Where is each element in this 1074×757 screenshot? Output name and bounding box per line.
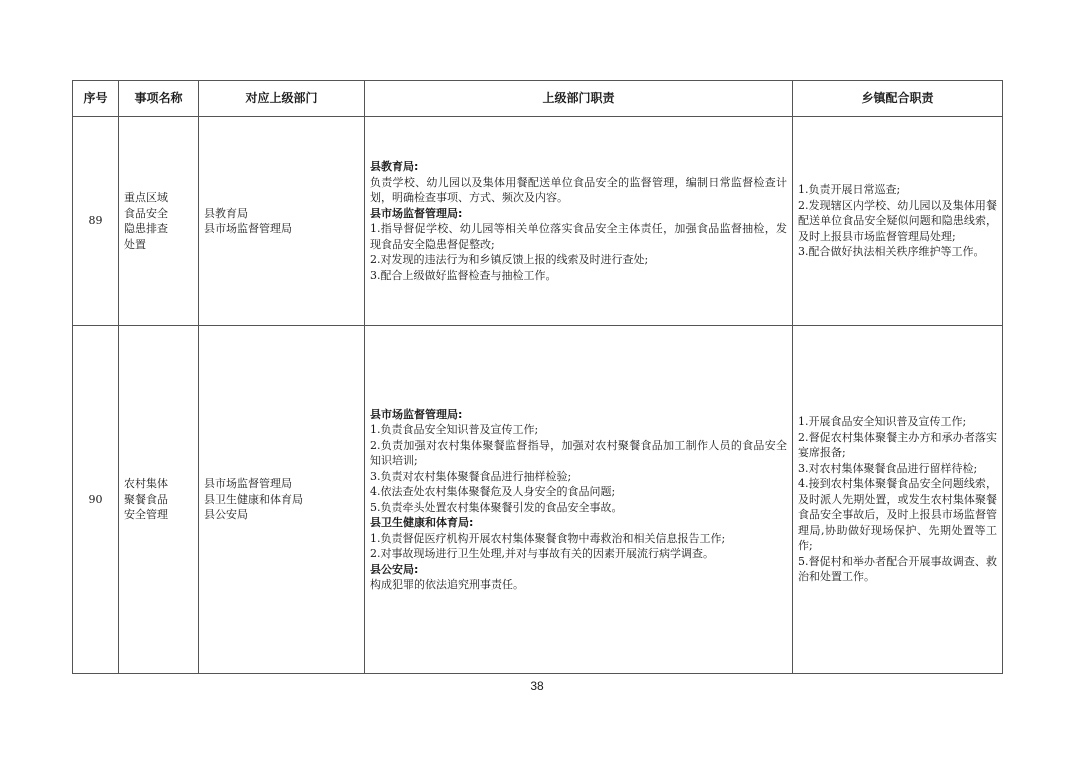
item-name-line: 重点区域 [124, 191, 168, 204]
duty-dept-heading: 县教育局: [370, 160, 419, 173]
item-name [119, 117, 199, 326]
town-duty-line: 1.负责开展日常巡查; [798, 183, 901, 197]
duty-line: 3.配合上级做好监督检查与抽检工作。 [370, 268, 557, 282]
upper-dept: 县市场监督管理局 [204, 222, 292, 235]
duty-line: 5.负责牵头处置农村集体聚餐引发的食品安全事故。 [370, 500, 623, 514]
duty-dept-heading: 县卫生健康和体育局: [370, 516, 474, 529]
duty-line: 2.负责加强对农村集体聚餐监督指导，加强对农村聚餐食品加工制作人员的食品安全知识培训; [370, 438, 787, 467]
duty-line: 2.对发现的违法行为和乡镇反馈上报的线索及时进行查处; [370, 253, 649, 266]
header-item-name: 事项名称 [119, 81, 199, 117]
item-name-line: 隐患排查 [124, 222, 168, 235]
town-duty-line: 5.督促村和举办者配合开展事故调查、救治和处置工作。 [798, 554, 997, 584]
town-duty-line: 4.接到农村集体聚餐食品安全问题线索，及时派人先期处置，或发生农村集体聚餐食品安全事故后，及时上报县市场监督管理局,协助做好现场保护、先期处置等工作; [798, 477, 997, 553]
town-duties [793, 117, 1003, 326]
duty-line: 4.依法查处农村集体聚餐危及人身安全的食品问题; [370, 485, 616, 498]
town-duty-line: 3.对农村集体聚餐食品进行留样待检; [798, 461, 978, 475]
header-upper-dept: 对应上级部门 [199, 81, 365, 117]
duty-line: 1.负责督促医疗机构开展农村集体聚餐食物中毒救治和相关信息报告工作; [370, 531, 726, 545]
duty-line: 1.负责食品安全知识普及宣传工作; [370, 423, 539, 436]
item-name-line: 聚餐食品 [124, 492, 168, 506]
header-upper-duties: 上级部门职责 [365, 81, 793, 117]
duty-dept-heading: 县市场监督管理局: [370, 206, 463, 220]
town-duty-line: 1.开展食品安全知识普及宣传工作; [798, 415, 967, 429]
row-number: 90 [73, 326, 119, 674]
row-number: 89 [73, 117, 119, 326]
duty-line: 1.指导督促学校、幼儿园等相关单位落实食品安全主体责任，加强食品监督抽检，发现食品安全隐患督促整改; [370, 222, 787, 251]
upper-dept-list [199, 117, 365, 326]
town-duty-line: 3.配合做好执法相关秩序维护等工作。 [798, 245, 985, 259]
duty-line: 2.对事故现场进行卫生处理,并对与事故有关的因素开展流行病学调查。 [370, 547, 714, 560]
page-number: 38 [530, 679, 544, 693]
header-no: 序号 [73, 81, 119, 117]
upper-dept: 县教育局 [204, 206, 248, 220]
duty-dept-heading: 县市场监督管理局: [370, 407, 463, 421]
duty-dept-heading: 县公安局: [370, 562, 419, 576]
item-name-line: 处置 [124, 237, 146, 251]
item-name-line: 农村集体 [124, 477, 168, 491]
town-duties [793, 326, 1003, 674]
upper-dept: 县公安局 [204, 508, 248, 522]
town-duty-line: 2.发现辖区内学校、幼儿园以及集体用餐配送单位食品安全疑似问题和隐患线索，及时上报县市场监督管理局处理; [798, 198, 997, 243]
table-row [73, 117, 1003, 326]
upper-dept: 县市场监督管理局 [204, 477, 292, 491]
duty-line: 3.负责对农村集体聚餐食品进行抽样检验; [370, 469, 572, 483]
item-name [119, 326, 199, 674]
duty-line: 构成犯罪的依法追究刑事责任。 [370, 578, 524, 591]
town-duty-line: 2.督促农村集体聚餐主办方和承办者落实宴席报备; [798, 430, 997, 460]
upper-dept-list [199, 326, 365, 674]
upper-duties [365, 117, 793, 326]
item-name-line: 安全管理 [124, 508, 168, 522]
table-header-row [73, 81, 1003, 117]
upper-dept: 县卫生健康和体育局 [204, 492, 303, 506]
duty-line: 负责学校、幼儿园以及集体用餐配送单位食品安全的监督管理，编制日常监督检查计划，明确检查事项、方式、频次及内容。 [370, 175, 787, 204]
table-row [73, 326, 1003, 674]
duty-table [72, 80, 1003, 674]
item-name-line: 食品安全 [124, 206, 168, 220]
header-town-duties: 乡镇配合职责 [793, 81, 1003, 117]
upper-duties [365, 326, 793, 674]
